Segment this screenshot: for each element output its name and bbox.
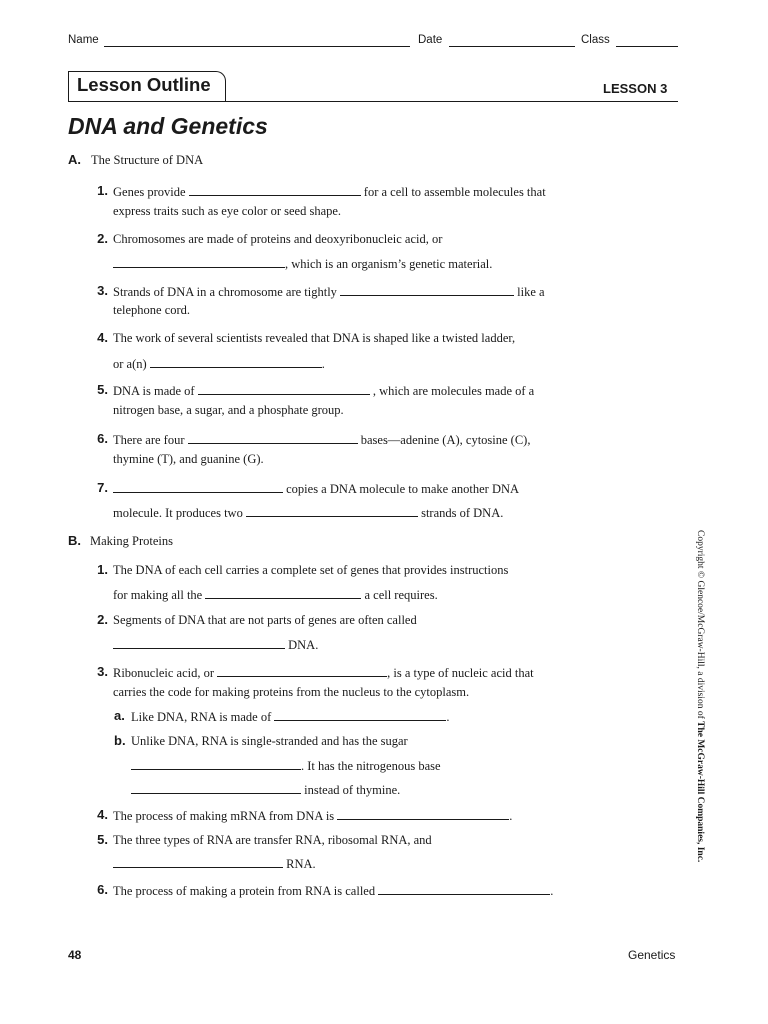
item-a7-blank-2[interactable] <box>246 505 418 517</box>
item-b4-text-b: . <box>509 809 513 823</box>
item-b5-line1: The three types of RNA are transfer RNA, ribosomal RNA, and <box>113 833 432 847</box>
name-label: Name <box>68 34 99 46</box>
item-a4-line1: The work of several scientists revealed that DNA is shaped like a twisted ladder, <box>113 331 516 345</box>
item-a5-text-b: , which are molecules made of a <box>372 384 535 398</box>
item-a6-text-a: There are four <box>113 433 185 447</box>
item-b5-blank[interactable] <box>113 856 283 868</box>
item-b3a-letter: a. <box>114 708 125 723</box>
item-b5-text-b: RNA. <box>286 857 316 871</box>
item-b3a-line1 <box>131 709 450 725</box>
item-b2-line1: Segments of DNA that are not parts of genes are often called <box>113 613 417 627</box>
item-a5-number: 5. <box>97 382 108 397</box>
item-b4-number: 4. <box>97 807 108 822</box>
item-b3b-letter: b. <box>114 733 126 748</box>
item-b1-line1: The DNA of each cell carries a complete set of genes that provides instructions <box>113 563 509 577</box>
item-b6-number: 6. <box>97 882 108 897</box>
item-b3a-text-a: Like DNA, RNA is made of <box>131 710 272 724</box>
item-a7-text-c: molecule. It produces two <box>113 506 243 520</box>
item-b5-line2 <box>113 856 316 872</box>
item-b4-line1 <box>113 808 512 824</box>
item-b3b-blank-2[interactable] <box>131 782 301 794</box>
item-b3b-line3 <box>131 782 400 798</box>
item-a3-line1 <box>113 284 545 300</box>
name-field[interactable] <box>104 46 410 47</box>
date-field[interactable] <box>449 46 575 47</box>
item-b2-number: 2. <box>97 612 108 627</box>
item-a7-line1 <box>113 481 519 497</box>
item-b6-text-a: The process of making a protein from RNA is called <box>113 884 376 898</box>
item-a1-blank[interactable] <box>189 184 361 196</box>
copyright-text: Copyright © Glencoe/McGraw-Hill, a division of <box>695 530 705 719</box>
item-b2-blank[interactable] <box>113 637 285 649</box>
item-b3b-line2 <box>131 758 441 774</box>
item-a3-line2: telephone cord. <box>113 303 191 317</box>
banner-divider <box>68 101 678 102</box>
item-b5-number: 5. <box>97 832 108 847</box>
item-b3-blank[interactable] <box>217 665 387 677</box>
item-b1-line2 <box>113 587 438 603</box>
item-b3-text-b: , is a type of nucleic acid that <box>387 666 534 680</box>
item-a7-text-d: strands of DNA. <box>421 506 504 520</box>
item-a4-number: 4. <box>97 330 108 345</box>
page-title: DNA and Genetics <box>68 113 268 139</box>
item-b1-number: 1. <box>97 562 108 577</box>
student-info-header <box>68 34 678 48</box>
copyright-notice <box>693 530 707 870</box>
item-a3-text-a: Strands of DNA in a chromosome are tightly <box>113 285 337 299</box>
item-a1-text-a: Genes provide <box>113 185 186 199</box>
item-a6-text-b: bases—adenine (A), cytosine (C), <box>360 433 531 447</box>
lesson-number: LESSON 3 <box>603 81 668 96</box>
item-b1-text-b: a cell requires. <box>364 588 438 602</box>
item-a4-line2 <box>113 356 325 372</box>
item-a5-blank[interactable] <box>198 383 370 395</box>
copyright-company: The McGraw-Hill Companies, Inc. <box>695 721 705 863</box>
item-b4-text-a: The process of making mRNA from DNA is <box>113 809 335 823</box>
item-b1-text-a: for making all the <box>113 588 203 602</box>
item-b2-text-b: DNA. <box>288 638 319 652</box>
item-b3b-blank-1[interactable] <box>131 758 301 770</box>
item-a1-line2: express traits such as eye color or seed shape. <box>113 204 342 218</box>
class-field[interactable] <box>616 46 678 47</box>
unit-name: Genetics <box>628 948 676 962</box>
item-a4-text-b: . <box>321 357 325 371</box>
item-a3-blank[interactable] <box>340 284 514 296</box>
section-a-heading: The Structure of DNA <box>91 153 204 167</box>
item-a5-text-a: DNA is made of <box>113 384 195 398</box>
page-number: 48 <box>68 948 82 962</box>
lesson-outline-label: Lesson Outline <box>77 74 211 95</box>
item-a2-blank[interactable] <box>113 256 285 268</box>
item-b3-number: 3. <box>97 664 108 679</box>
item-b3a-blank[interactable] <box>274 709 446 721</box>
item-b3b-text-b: . It has the nitrogenous base <box>301 759 441 773</box>
item-b3-line1 <box>113 665 534 681</box>
item-b4-blank[interactable] <box>337 808 509 820</box>
item-a5-line2: nitrogen base, a sugar, and a phosphate group. <box>113 403 344 417</box>
section-a-letter: A. <box>68 152 81 167</box>
section-b-letter: B. <box>68 533 81 548</box>
item-a4-text-a: or a(n) <box>113 357 147 371</box>
item-b6-blank[interactable] <box>378 883 550 895</box>
item-a2-line1: Chromosomes are made of proteins and deoxyribonucleic acid, or <box>113 232 443 246</box>
item-b3-text-a: Ribonucleic acid, or <box>113 666 215 680</box>
item-a1-line1 <box>113 184 546 200</box>
item-a2-text-b: , which is an organism’s genetic material. <box>285 257 493 271</box>
item-a2-number: 2. <box>97 231 108 246</box>
item-a7-blank-1[interactable] <box>113 481 283 493</box>
item-a6-number: 6. <box>97 431 108 446</box>
section-b-heading: Making Proteins <box>90 534 173 548</box>
item-a1-text-b: for a cell to assemble molecules that <box>363 185 546 199</box>
item-b6-text-b: . <box>550 884 554 898</box>
item-b3b-text-c: instead of thymine. <box>304 783 401 797</box>
item-a3-number: 3. <box>97 283 108 298</box>
item-b3-line2: carries the code for making proteins from the nucleus to the cytoplasm. <box>113 685 470 699</box>
class-label: Class <box>581 34 610 46</box>
item-a1-number: 1. <box>97 183 108 198</box>
item-b3b-line1: Unlike DNA, RNA is single-stranded and has the sugar <box>131 734 408 748</box>
item-b6-line1 <box>113 883 553 899</box>
item-a2-line2 <box>113 256 492 272</box>
item-b2-line2 <box>113 637 318 653</box>
item-a7-number: 7. <box>97 480 108 495</box>
item-a6-line1 <box>113 432 530 448</box>
item-b1-blank[interactable] <box>205 587 361 599</box>
item-a6-blank[interactable] <box>188 432 358 444</box>
item-a5-line1 <box>113 383 534 399</box>
date-label: Date <box>418 34 443 46</box>
item-a7-text-b: copies a DNA molecule to make another DNA <box>286 482 520 496</box>
item-a4-blank[interactable] <box>150 356 322 368</box>
item-b3a-text-b: . <box>446 710 450 724</box>
item-a3-text-b: like a <box>517 285 545 299</box>
item-a6-line2: thymine (T), and guanine (G). <box>113 452 264 466</box>
item-a7-line2 <box>113 505 503 521</box>
